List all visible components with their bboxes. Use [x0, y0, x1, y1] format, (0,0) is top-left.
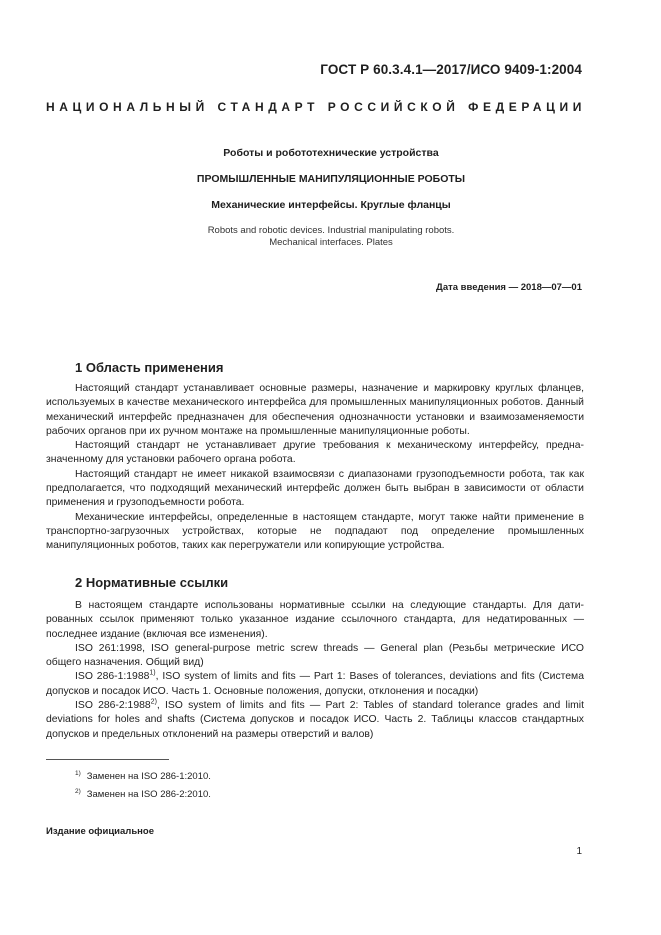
introduction-date: Дата введения — 2018—07—01: [436, 282, 582, 293]
reference-code: ISO 286-1:1988: [75, 671, 150, 683]
paragraph: Настоящий стандарт устанавливает основные размеры, назначение и маркировку круглых фланцев, используемых в качестве механического интерфейса для промышленных манипуляционных роботов. Данный механический интерфейс предназначен для обеспечения однозначности установки и взаимозаменяемости рабочих органов при их ручном монтаже на промышленные манипуляционные роботы.: [46, 383, 584, 437]
footnote-mark: 1): [75, 769, 81, 777]
page-number: 1: [576, 846, 582, 857]
reference-item: [46, 699, 584, 742]
footnote-text: Заменен на ISO 286-2:2010.: [86, 789, 211, 800]
paragraph: В настоящем стандарте использованы нормативные ссылки на следующие стандарты. Для датированных ссылок применяют только указанное издание ссылочного стандарта, для недатированных — последнее издание (включая все изменения).: [46, 600, 584, 640]
reference-text: , ISO system of limits and fits — Part 2: Tables of standard tolerance grades and limit deviations for holes and shafts (Система допусков и посадок ИСО. Часть 2. Таблицы классов стандартных допусков и предельных отклонений на размеры отверстий и валов): [46, 700, 584, 740]
standard-id: ГОСТ Р 60.3.4.1—2017/ИСО 9409-1:2004: [320, 62, 582, 77]
english-title: [46, 225, 616, 249]
paragraph: Настоящий стандарт не устанавливает другие требования к механическому интерфейсу, предназначенному для установки рабочего органа робота.: [46, 440, 584, 466]
section-2-title: 2 Нормативные ссылки: [75, 575, 229, 590]
reference-code: ISO 286-2:1988: [75, 700, 151, 712]
footnote-text: Заменен на ISO 286-1:2010.: [86, 771, 211, 782]
title-line-3: Механические интерфейсы. Круглые фланцы: [211, 199, 451, 211]
reference-item: [46, 670, 584, 699]
footnote-2: [75, 789, 211, 800]
footnote-1: [75, 771, 211, 782]
section-1-title: 1 Область применения: [75, 360, 224, 375]
reference-code: ISO 261:1998,: [75, 642, 146, 654]
edition-label: Издание официальное: [46, 826, 154, 837]
paragraph: Настоящий стандарт не имеет никакой взаимосвязи с диапазонами грузоподъемности робота, так как предполагается, что подходящий механический интерфейс должен быть выбран в зависимости от области применения и грузоподъемности робота.: [46, 468, 584, 509]
national-standard-banner: НАЦИОНАЛЬНЫЙ СТАНДАРТ РОССИЙСКОЙ ФЕДЕРАЦИИ: [46, 100, 586, 114]
reference-item: [46, 642, 584, 671]
footnote-ref[interactable]: 1): [149, 670, 156, 678]
section-2-body: [46, 599, 584, 742]
paragraph: Механические интерфейсы, определенные в настоящем стандарте, могут также найти применение в транспортно-загрузочных устройствах, которые не подпадают под определение промышленных манипуляционных роботов, таких как перегружатели или копирующие устройства.: [46, 511, 584, 552]
title-line-1: Роботы и робототехнические устройства: [223, 147, 439, 159]
footnote-divider: [46, 759, 169, 760]
reference-text: ISO general-purpose metric screw threads — General plan (Резьбы метрические ИСО общего назначения. Общий вид): [46, 642, 585, 669]
footnote-mark: 2): [75, 787, 81, 795]
english-title-line-2: Mechanical interfaces. Plates: [269, 237, 393, 248]
title-line-2: ПРОМЫШЛЕННЫЕ МАНИПУЛЯЦИОННЫЕ РОБОТЫ: [196, 173, 466, 185]
reference-text: , ISO system of limits and fits — Part 1: Bases of tolerances, deviations and fits (Система допусков и посадок ИСО. Часть 1. Основные положения, допуски, отклонения и посадки): [46, 671, 584, 697]
footnote-ref[interactable]: 2): [150, 698, 157, 706]
english-title-line-1: Robots and robotic devices. Industrial manipulating robots.: [207, 225, 455, 236]
section-1-body: [46, 382, 584, 554]
